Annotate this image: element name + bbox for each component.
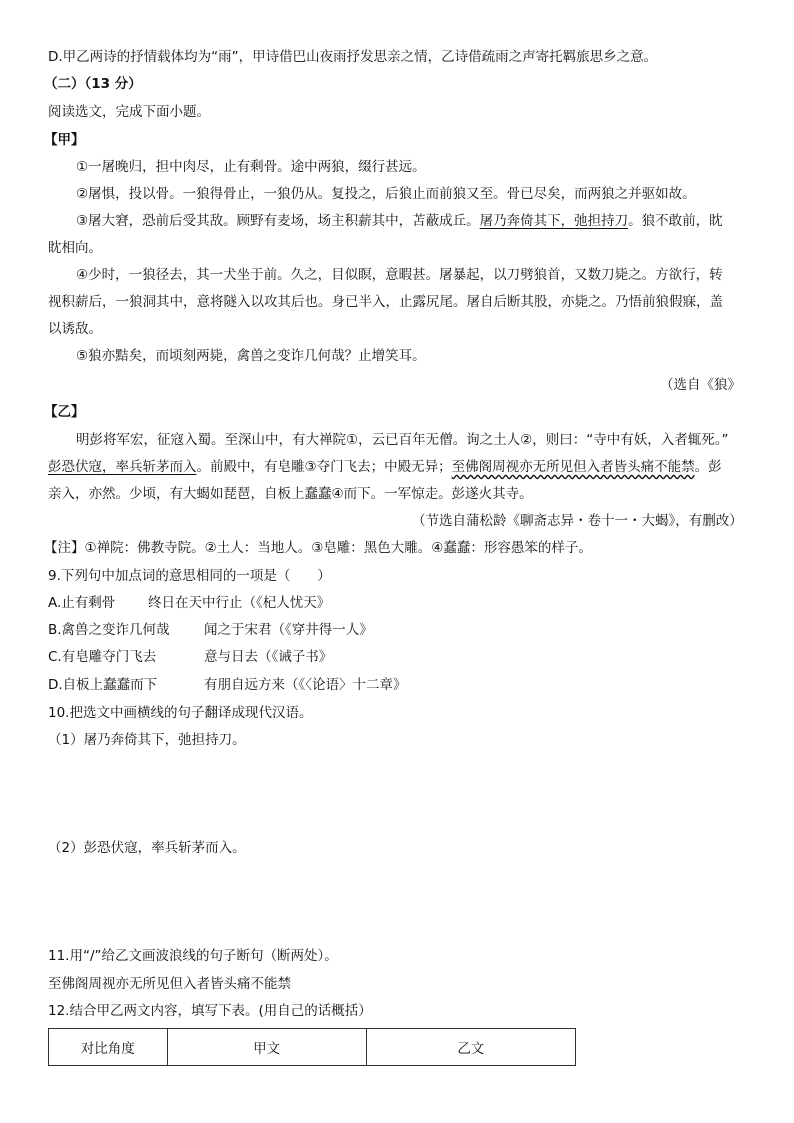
text-run: ③屠大窘，恐前后受其敌。顾野有麦场，场主积薪其中，苫蔽成丘。 xyxy=(76,213,480,229)
q10-part-2: （2）彭恐伏寇，率兵斩茅而入。 xyxy=(48,840,246,856)
passage-b-line-2 xyxy=(48,458,722,476)
passage-a-para-1: ①一屠晚归，担中肉尽，止有剩骨。途中两狼，缀行甚远。 xyxy=(76,159,426,175)
wavy-underlined-sentence: 至佛阁周视亦无所见但入者皆头痛不能禁 xyxy=(451,459,695,475)
instruction: 阅读选文，完成下面小题。 xyxy=(48,104,210,120)
passage-a-para-4: ④少时，一狼径去，其一犬坐于前。久之，目似瞑，意暇甚。屠暴起，以刀劈狼首，又数刀毙之。方欲行，转 xyxy=(76,267,723,283)
q9-option-c-left: C.有皂雕夺门飞去 xyxy=(48,649,157,665)
passage-a-para-4-cont: 视积薪后，一狼洞其中，意将隧入以攻其后也。身已半入，止露尻尾。屠自后断其股，亦毙之。乃悟前狼假寐，盖 xyxy=(48,294,723,310)
passage-a-para-4-cont: 以诱敌。 xyxy=(48,321,102,337)
q9-option-a-left: A.止有剩骨 xyxy=(48,595,116,611)
q10-part-1: （1）屠乃奔倚其下，弛担持刀。 xyxy=(48,732,246,748)
passage-a-para-3 xyxy=(76,212,723,230)
passage-a-para-5: ⑤狼亦黠矣，而顷刻两毙，禽兽之变诈几何哉？止增笑耳。 xyxy=(76,348,426,364)
q9-option-a-right: 终日在天中行止（《杞人忧天》 xyxy=(148,595,331,611)
q9-option-b-right: 闻之于宋君（《穿井得一人》 xyxy=(204,622,373,638)
table-header-row xyxy=(49,1029,576,1066)
passage-a-para-2: ②屠惧，投以骨。一狼得骨止，一狼仍从。复投之，后狼止而前狼又至。骨已尽矣，而两狼之并驱如故。 xyxy=(76,186,696,202)
passage-b-line-1: 明彭将军宏，征寇入蜀。至深山中，有大禅院①，云已百年无僧。询之土人②，则曰：“寺中有妖，入者辄死。” xyxy=(76,432,729,448)
question-12: 12.结合甲乙两文内容，填写下表。(用自己的话概括） xyxy=(48,1003,372,1019)
text-run: 。彭 xyxy=(694,459,722,475)
q9-option-d-right: 有朋自远方来（《〈论语〉十二章》 xyxy=(204,677,407,693)
underlined-sentence: 屠乃奔倚其下，弛担持刀 xyxy=(479,213,629,229)
q8-option-d: D.甲乙两诗的抒情载体均为“雨”，甲诗借巴山夜雨抒发思亲之情，乙诗借疏雨之声寄托羁旅思乡之意。 xyxy=(48,49,658,65)
comparison-table xyxy=(48,1028,576,1066)
q9-option-b-left: B.禽兽之变诈几何哉 xyxy=(48,622,170,638)
passage-b-label: 【乙】 xyxy=(44,404,85,420)
question-9: 9.下列句中加点词的意思相同的一项是（ ） xyxy=(48,568,331,584)
table-header-cell: 对比角度 xyxy=(49,1029,168,1066)
text-run: 。狼不敢前，眈 xyxy=(628,213,723,229)
text-run: 。前殿中，有皂雕③夺门飞去；中殿无异； xyxy=(196,459,452,475)
underlined-sentence: 彭恐伏寇，率兵斩茅而入 xyxy=(48,459,197,475)
passage-b-line-3: 亲入，亦然。少顷，有大蝎如琵琶，自板上蠢蠢④而下。一军惊走。彭遂火其寺。 xyxy=(48,486,533,502)
table-header-cell: 乙文 xyxy=(366,1029,575,1066)
passage-b-source: （节选自蒲松龄《聊斋志异・卷十一・大蝎》，有删改） xyxy=(412,513,743,529)
question-10: 10.把选文中画横线的句子翻译成现代汉语。 xyxy=(48,705,313,721)
passage-a-source: （选自《狼》 xyxy=(660,377,741,393)
passage-a-label: 【甲】 xyxy=(44,132,85,148)
table-header-cell: 甲文 xyxy=(167,1029,366,1066)
q9-option-c-right: 意与日去（《诫子书》 xyxy=(204,649,333,665)
q11-sentence: 至佛阁周视亦无所见但入者皆头痛不能禁 xyxy=(48,976,291,992)
section-heading: （二）（13 分） xyxy=(44,76,142,92)
passage-a-para-3-cont: 眈相向。 xyxy=(48,240,102,256)
annotation-notes: 【注】①禅院：佛教寺院。②土人：当地人。③皂雕：黑色大雕。④蠢蠢：形容愚笨的样子。 xyxy=(44,540,592,556)
q9-option-d-left: D.自板上蠢蠢而下 xyxy=(48,677,158,693)
question-11: 11.用“/”给乙文画波浪线的句子断句（断两处）。 xyxy=(48,948,338,964)
